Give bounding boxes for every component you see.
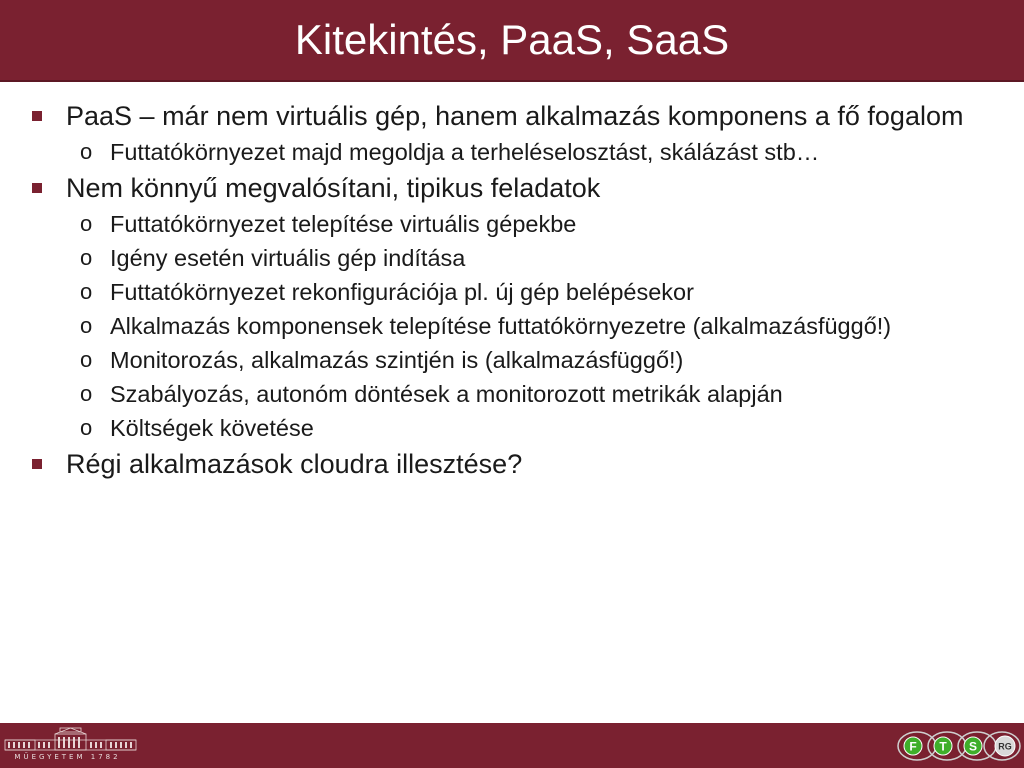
sub-bullet-item [30,414,990,442]
footer-bar [0,723,1024,768]
sub-bullet-item [30,346,990,374]
logo-letter-rg: RG [998,741,1012,752]
sub-bullet-text: Költségek követése [110,415,314,441]
logo-letter-f: F [909,739,917,754]
bullet-text: Nem könnyű megvalósítani, tipikus feladatok [66,173,601,203]
bullet-text: Régi alkalmazások cloudra illesztése? [66,449,523,479]
circle-bullet-icon: o [80,139,93,164]
circle-bullet-icon: o [80,245,93,270]
bullet-item [30,100,990,132]
sub-bullet-text: Szabályozás, autonóm döntések a monitorozott metrikák alapján [110,381,783,407]
bullet-text: PaaS – már nem virtuális gép, hanem alkalmazás komponens a fő fogalom [66,101,964,131]
bullet-item [30,448,990,480]
bullet-item [30,172,990,204]
sub-bullet-text: Monitorozás, alkalmazás szintjén is (alkalmazásfüggő!) [110,347,684,373]
circle-bullet-icon: o [80,211,93,236]
square-bullet-icon [32,183,42,193]
bullet-list [30,100,990,486]
sub-bullet-item [30,312,990,340]
ftsrg-logo [896,725,1022,767]
university-caption: MŰEGYETEM 1782 [14,753,121,761]
title-bar [0,0,1024,82]
sub-bullet-item [30,278,990,306]
sub-bullet-text: Futtatókörnyezet majd megoldja a terheléselosztást, skálázást stb… [110,139,820,165]
circle-bullet-icon: o [80,415,93,440]
circle-bullet-icon: o [80,381,93,406]
sub-bullet-text: Futtatókörnyezet rekonfigurációja pl. új gép belépésekor [110,279,694,305]
slide-title: Kitekintés, PaaS, SaaS [294,16,730,63]
sub-bullet-item [30,138,990,166]
sub-bullet-text: Alkalmazás komponensek telepítése futtatókörnyezetre (alkalmazásfüggő!) [110,313,892,339]
square-bullet-icon [32,111,42,121]
sub-bullet-text: Igény esetén virtuális gép indítása [110,245,466,271]
sub-bullet-item [30,380,990,408]
square-bullet-icon [32,459,42,469]
circle-bullet-icon: o [80,313,93,338]
logo-letter-s: S [968,739,978,754]
sub-bullet-item [30,244,990,272]
sub-bullet-item [30,210,990,238]
logo-letter-t: T [939,739,947,754]
circle-bullet-icon: o [80,279,93,304]
circle-bullet-icon: o [80,347,93,372]
sub-bullet-text: Futtatókörnyezet telepítése virtuális gépekbe [110,211,577,237]
